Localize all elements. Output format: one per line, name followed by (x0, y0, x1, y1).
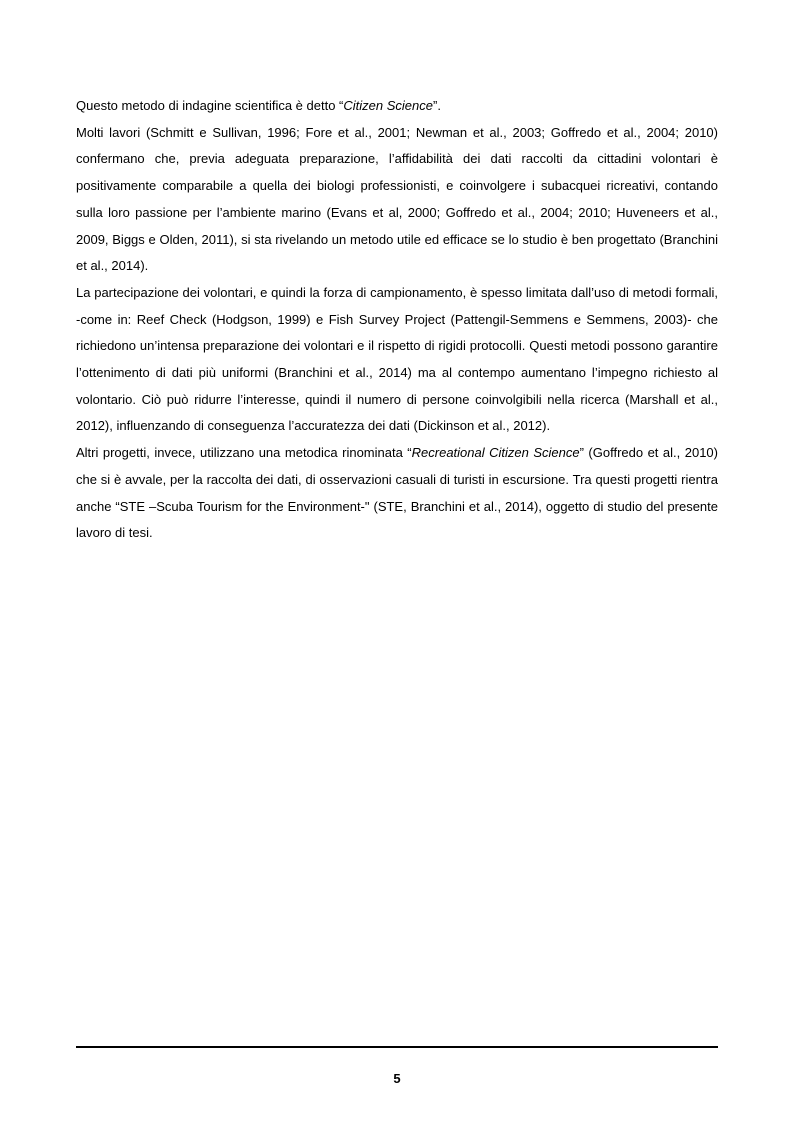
paragraph-citizen-science (76, 93, 718, 120)
paragraph-molti-lavori (76, 120, 718, 280)
body-text (76, 93, 718, 547)
footer-divider (76, 1046, 718, 1048)
paragraph-altri-progetti (76, 440, 718, 547)
text-run: Questo metodo di indagine scientifica è detto “ (76, 98, 344, 113)
italic-term: Recreational Citizen Science (411, 445, 580, 461)
text-run: ” (Goffredo et al., 2010) che si è avvale, per la raccolta dei dati, di osservazioni casuali di turisti in escursione. Tra questi progetti rientra anche “STE –Scuba Tourism for the Environment-" (STE, Branchini et al., 2014), oggetto di studio del presente lavoro di tesi. (76, 445, 718, 541)
text-run: La partecipazione dei volontari, e quindi la forza di campionamento, è spesso limitata dall’uso di metodi formali, -come in: Reef Check (Hodgson, 1999) e Fish Survey Project (Pattengil-Semmens e Semmens, 2003)- che richiedono un’intensa preparazione dei volontari e il rispetto di rigidi protocolli. Questi metodi possono garantire l’ottenimento di dati più uniformi (Branchini et al., 2014) ma al contempo aumentano l’impegno richiesto al volontario. Ciò può ridurre l’interesse, quindi il numero di persone coinvolgibili nella ricerca (Marshall et al., 2012), influenzando di conseguenza l’accuratezza dei dati (Dickinson et al., 2012). (76, 284, 718, 434)
italic-term: Citizen Science (343, 98, 433, 113)
text-run: Altri progetti, invece, utilizzano una metodica rinominata “ (76, 445, 412, 461)
text-run: Molti lavori (Schmitt e Sullivan, 1996; Fore et al., 2001; Newman et al., 2003; Goffredo et al., 2004; 2010) confermano che, previa adeguata preparazione, l’affidabilità dei dati raccolti da cittadini volontari è positivamente comparabile a quella dei biologi professionisti, e coinvolgere i subacquei ricreativi, contando sulla loro passione per l’ambiente marino (Evans et al, 2000; Goffredo et al., 2004; 2010; Huveneers et al., 2009, Biggs e Olden, 2011), si sta rivelando un metodo utile ed efficace se lo studio è ben progettato (Branchini et al., 2014). (76, 124, 718, 274)
text-run: ”. (433, 98, 441, 113)
page-number: 5 (393, 1071, 401, 1086)
paragraph-partecipazione (76, 280, 718, 440)
